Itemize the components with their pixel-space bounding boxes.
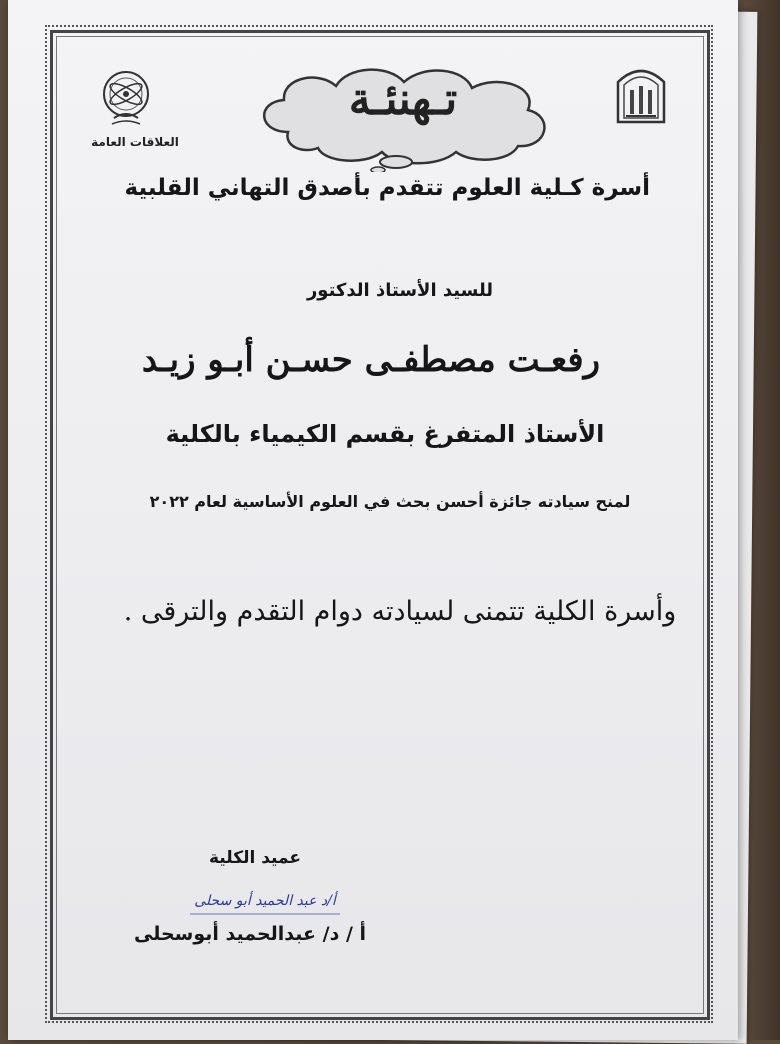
dean-signature: أ/د عبد الحميد أبو سحلى [194,893,336,909]
honorific-line: للسيد الأستاذ الدكتور [306,280,494,301]
recipient-name: رفعـت مصطفـى حسـن أبـو زيـد [141,340,600,380]
greeting-line: أسرة كـلية العلوم تتقدم بأصدق التهاني القلبية [124,175,650,201]
signature-stroke [190,913,340,915]
dean-name: أ / د/ عبدالحميد أبوسحلى [133,923,367,945]
closing-wish: وأسرة الكلية تتمنى لسيادته دوام التقدم والترقى . [123,596,677,627]
certificate-title: تـهنئـة [348,74,458,125]
dean-title: عميد الكلية [209,848,301,868]
recipient-position: الأستاذ المتفرغ بقسم الكيمياء بالكلية [165,420,605,448]
award-reason: لمنح سيادته جائزة أحسن بحث في العلوم الأساسية لعام ٢٠٢٢ [149,492,631,511]
assiut-university-logo [614,60,668,126]
public-relations-caption: العلاقات العامة [91,135,179,149]
